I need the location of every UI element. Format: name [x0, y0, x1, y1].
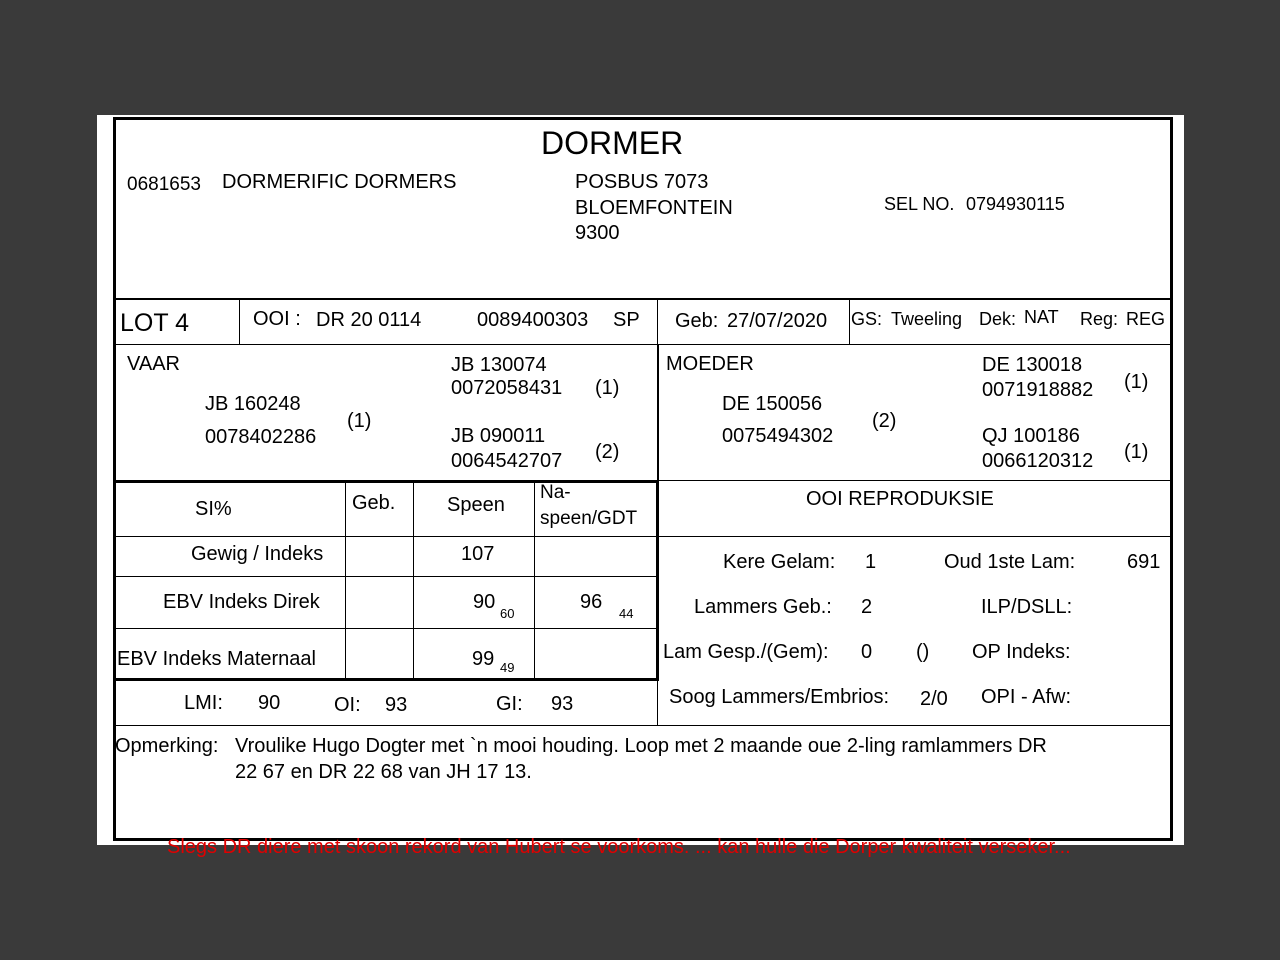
address-line-1: POSBUS 7073 — [575, 171, 709, 193]
dam-number: 0075494302 — [722, 425, 834, 447]
lot-number: LOT 4 — [120, 309, 190, 337]
row-maternaal-speen: 99 — [472, 648, 495, 670]
sire-dam-number: 0064542707 — [451, 450, 563, 472]
lot-sheet — [97, 115, 1184, 858]
reg-value: REG — [1126, 309, 1166, 329]
sel-label: SEL NO. — [884, 194, 955, 214]
geb-label: Geb: — [675, 310, 719, 332]
moeder-label: MOEDER — [666, 353, 754, 375]
geb-date: 27/07/2020 — [727, 310, 828, 332]
opi-afw-label: OPI - Afw: — [981, 686, 1072, 708]
breed-title: DORMER — [541, 125, 684, 161]
lot-row-bottom-line — [113, 344, 1173, 345]
ooi-id: DR 20 0114 — [316, 309, 422, 331]
lammers-geb-value: 2 — [861, 596, 873, 618]
ooi-grade: SP — [613, 309, 640, 331]
lam-gesp-value: 0 — [861, 641, 873, 663]
repro-top-line — [657, 480, 1173, 481]
lammers-geb-label: Lammers Geb.: — [694, 596, 832, 618]
dam-dam-flag: (1) — [1124, 441, 1149, 463]
dam-id: DE 150056 — [722, 393, 823, 415]
lam-gesp-gem: () — [916, 641, 930, 663]
index-row-bottom-line — [113, 725, 1173, 726]
sire-sire-id: JB 130074 — [451, 354, 547, 376]
sel-number: 0794930115 — [966, 194, 1065, 214]
soog-value: 2/0 — [920, 688, 948, 710]
col-speen-header: Speen — [447, 494, 505, 516]
perf-right-border — [656, 480, 659, 680]
ooi-reg-no: 0089400303 — [477, 309, 589, 331]
dam-dam-number: 0066120312 — [982, 450, 1094, 472]
col-naspeen-header-2: speen/GDT — [540, 508, 638, 529]
ooi-label: OOI : — [253, 308, 301, 330]
lot-row-top-line — [113, 298, 1173, 300]
lmi-value: 90 — [258, 692, 281, 714]
dek-value: NAT — [1024, 307, 1059, 327]
perf-top-line — [113, 480, 659, 483]
lmi-label: LMI: — [184, 692, 223, 714]
op-indeks-label: OP Indeks: — [972, 641, 1071, 663]
oi-value: 93 — [385, 694, 408, 716]
dam-sire-number: 0071918882 — [982, 379, 1094, 401]
footer-note: Slegs DR diere met skoon rekord van Hubert se voorkoms. ... kan hulle die Dorper kwaliteit verseker... — [167, 836, 1071, 858]
dam-flag: (2) — [872, 410, 897, 432]
dek-label: Dek: — [979, 309, 1017, 329]
row-gewig-speen: 107 — [461, 543, 495, 565]
sire-dam-flag: (2) — [595, 441, 620, 463]
frame-top — [113, 117, 1173, 120]
perf-row-line-3 — [113, 628, 659, 629]
address-line-3: 9300 — [575, 222, 620, 244]
row-gewig-label: Gewig / Indeks — [191, 543, 324, 565]
dam-sire-flag: (1) — [1124, 371, 1149, 393]
dam-sire-id: DE 130018 — [982, 354, 1083, 376]
lot-divider-3 — [849, 298, 850, 345]
oi-label: OI: — [334, 694, 361, 716]
sire-dam-id: JB 090011 — [451, 425, 546, 447]
sire-number: 0078402286 — [205, 426, 317, 448]
soog-label: Soog Lammers/Embrios: — [669, 686, 890, 708]
row-direk-naspeen: 96 — [580, 591, 603, 613]
gi-value: 93 — [551, 693, 574, 715]
sire-id: JB 160248 — [205, 393, 301, 415]
oud-lam-label: Oud 1ste Lam: — [944, 551, 1076, 573]
index-row-right-border — [657, 680, 658, 726]
perf-col-divider-1 — [345, 482, 346, 679]
frame-left — [113, 117, 116, 841]
pedigree-divider — [657, 345, 659, 481]
gs-value: Tweeling — [891, 309, 963, 329]
address-line-2: BLOEMFONTEIN — [575, 197, 733, 219]
reg-label: Reg: — [1080, 309, 1119, 329]
oud-lam-value: 691 — [1127, 551, 1161, 573]
owner-name: DORMERIFIC DORMERS — [222, 171, 457, 193]
row-direk-speen: 90 — [473, 591, 496, 613]
col-si-header: SI% — [195, 498, 232, 520]
dam-dam-id: QJ 100186 — [982, 425, 1080, 447]
vaar-label: VAAR — [127, 353, 180, 375]
row-maternaal-label: EBV Indeks Maternaal — [117, 648, 316, 670]
perf-row-line-1 — [113, 536, 1173, 537]
sire-sire-flag: (1) — [595, 377, 620, 399]
perf-row-line-2 — [113, 576, 659, 577]
ilp-label: ILP/DSLL: — [981, 596, 1073, 618]
remarks-line-1: Vroulike Hugo Dogter met `n mooi houding. Loop met 2 maande oue 2-ling ramlammers DR — [235, 735, 1047, 757]
lam-gesp-label: Lam Gesp./(Gem): — [663, 641, 829, 663]
sire-flag: (1) — [347, 410, 372, 432]
repro-title: OOI REPRODUKSIE — [806, 488, 994, 510]
gs-label: GS: — [851, 309, 883, 329]
lot-divider-1 — [239, 298, 240, 345]
remarks-line-2: 22 67 en DR 22 68 van JH 17 13. — [235, 761, 532, 783]
kere-gelam-label: Kere Gelam: — [723, 551, 836, 573]
row-direk-label: EBV Indeks Direk — [163, 591, 320, 613]
frame-right — [1170, 117, 1173, 841]
gi-label: GI: — [496, 693, 523, 715]
perf-col-divider-2 — [413, 482, 414, 679]
owner-number: 0681653 — [127, 174, 201, 195]
perf-col-divider-3 — [534, 482, 535, 679]
col-geb-header: Geb. — [352, 492, 396, 514]
row-maternaal-speen-sub: 49 — [500, 660, 515, 675]
kere-gelam-value: 1 — [865, 551, 877, 573]
col-naspeen-header-1: Na- — [540, 482, 571, 503]
row-direk-naspeen-sub: 44 — [619, 606, 634, 621]
perf-bottom-line — [113, 678, 659, 681]
remarks-label: Opmerking: — [115, 735, 219, 757]
row-direk-speen-sub: 60 — [500, 606, 515, 621]
lot-divider-2 — [657, 298, 658, 345]
sire-sire-number: 0072058431 — [451, 377, 563, 399]
